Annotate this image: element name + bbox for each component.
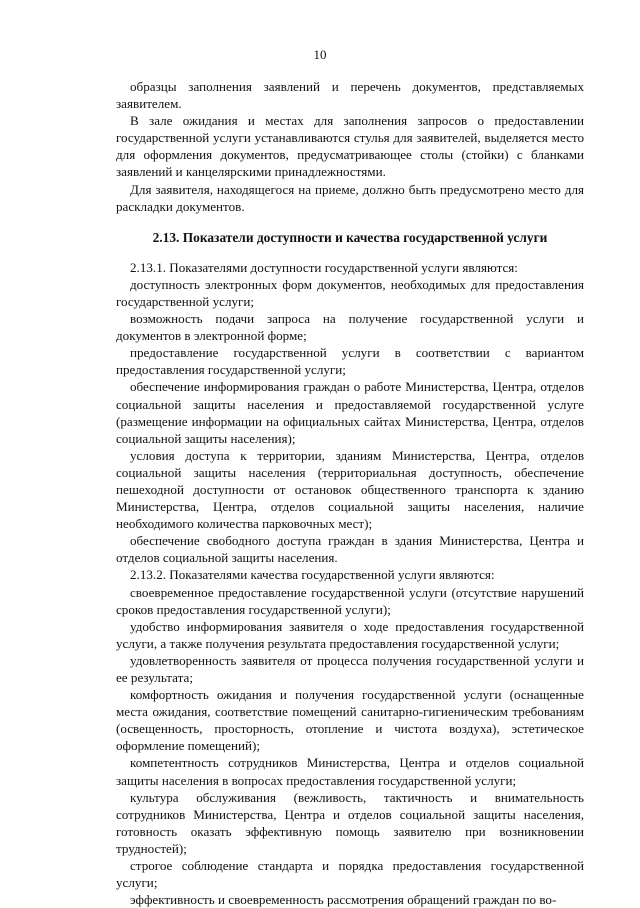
paragraph: своевременное предоставление государственной услуги (отсутствие нарушений сроков предоставления государственной услуги); bbox=[116, 584, 584, 617]
paragraph: 2.13.1. Показателями доступности государственной услуги являются: bbox=[130, 259, 518, 275]
paragraph: доступность электронных форм документов, необходимых для предоставления государственной услуги; bbox=[116, 276, 584, 309]
paragraph: Для заявителя, находящегося на приеме, должно быть предусмотрено место для раскладки документов. bbox=[116, 181, 584, 214]
paragraph: 2.13.2. Показателями качества государственной услуги являются: bbox=[130, 567, 495, 583]
paragraph: компетентность сотрудников Министерства, Центра и отделов социальной защиты населения в вопросах предоставления государственной услуги; bbox=[116, 755, 584, 788]
paragraph: культура обслуживания (вежливость, тактичность и внимательность сотрудников Министерства, Центра и отделов социальной защиты населения, готовность оказать эффективную помощь заявителю при возникновении трудностей); bbox=[116, 789, 584, 856]
paragraph: обеспечение свободного доступа граждан в здания Министерства, Центра и отделов социальной защиты населения. bbox=[116, 533, 584, 566]
paragraph: образцы заполнения заявлений и перечень документов, представляемых заявителем. bbox=[116, 79, 584, 112]
paragraph: комфортность ожидания и получения государственной услуги (оснащенные места ожидания, соответствие помещений санитарно-гигиеническим требованиям (освещенность, просторность, отопление и чистота воздуха), эстетическое оформление помещений); bbox=[116, 687, 584, 754]
paragraph: удовлетворенность заявителя от процесса получения государственной услуги и ее результата; bbox=[116, 652, 584, 685]
document-body bbox=[116, 78, 584, 908]
paragraph: обеспечение информирования граждан о работе Министерства, Центра, отделов социальной защиты населения и предоставляемой государственной услуге (размещение информации на официальных сайтах Министерства, Центра, отделов социальной защиты населения); bbox=[116, 379, 584, 446]
paragraph: В зале ожидания и местах для заполнения запросов о предоставлении государственной услуги устанавливаются стулья для заявителей, выделяется место для оформления документов, предусматривающее столы (стойки) с бланками заявлений и канцелярскими принадлежностями. bbox=[116, 113, 584, 180]
paragraph: удобство информирования заявителя о ходе предоставления государственной услуги, а также получения результата предоставления государственной услуги; bbox=[116, 618, 584, 651]
section-heading: 2.13. Показатели доступности и качества государственной услуги bbox=[152, 229, 548, 245]
page-number: 10 bbox=[313, 47, 327, 62]
paragraph: возможность подачи запроса на получение государственной услуги и документов в электронной форме; bbox=[116, 311, 584, 344]
paragraph: строгое соблюдение стандарта и порядка предоставления государственной услуги; bbox=[116, 858, 584, 891]
paragraph: эффективность и своевременность рассмотрения обращений граждан по во- bbox=[130, 892, 557, 908]
paragraph: предоставление государственной услуги в соответствии с вариантом предоставления государственной услуги; bbox=[116, 345, 584, 378]
paragraph: условия доступа к территории, зданиям Министерства, Центра, отделов социальной защиты населения (территориальная доступность, обеспечение пешеходной доступности от остановок общественного транспорта к зданию Министерства, Центра, отделов социальной защиты населения, наличие необходимого количества парковочных мест); bbox=[116, 447, 584, 532]
